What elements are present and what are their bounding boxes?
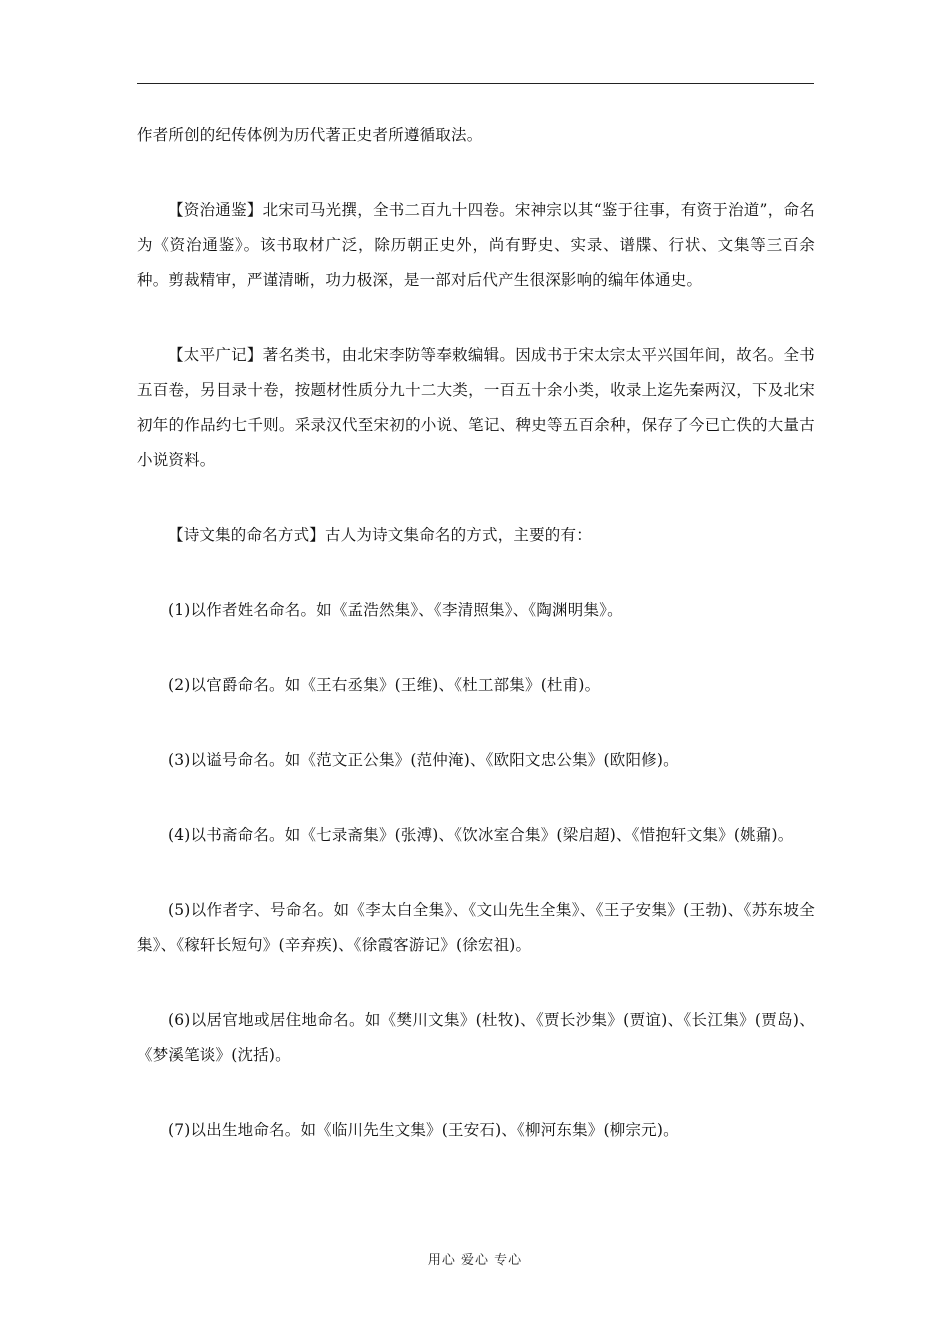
list-item-7: (7)以出生地命名。如《临川先生文集》(王安石)、《柳河东集》(柳宗元)。 (168, 1121, 679, 1139)
list-item-4: (4)以书斋命名。如《七录斋集》(张溥)、《饮冰室合集》(梁启超)、《惜抱轩文集》(姚鼐)。 (168, 826, 794, 844)
header-rule (137, 83, 814, 84)
list-item-2: (2)以官爵命名。如《王右丞集》(王维)、《杜工部集》(杜甫)。 (168, 676, 601, 694)
paragraph-naming-methods: 【诗文集的命名方式】古人为诗文集命名的方式，主要的有： (168, 526, 592, 544)
list-item-5: (5)以作者字、号命名。如《李太白全集》、《文山先生全集》、《王子安集》(王勃)、《苏东坡全集》、《稼轩长短句》(辛弃疾)、《徐霞客游记》(徐宏祖)。 (137, 901, 815, 954)
list-item-3: (3)以谥号命名。如《范文正公集》(范仲淹)、《欧阳文忠公集》(欧阳修)。 (168, 751, 679, 769)
document-body (137, 118, 815, 1148)
list-item-1: (1)以作者姓名命名。如《孟浩然集》、《李清照集》、《陶渊明集》。 (168, 601, 623, 619)
paragraph-zizhi-tongjian: 【资治通鉴】北宋司马光撰，全书二百九十四卷。宋神宗以其“鉴于往事，有资于治道”，命名为《资治通鉴》。该书取材广泛，除历朝正史外，尚有野史、实录、谱牒、行状、文集等三百余种。剪裁精审，严谨清晰，功力极深，是一部对后代产生很深影响的编年体通史。 (137, 201, 815, 289)
paragraph-taiping-guangji: 【太平广记】著名类书，由北宋李防等奉敕编辑。因成书于宋太宗太平兴国年间，故名。全书五百卷，另目录十卷，按题材性质分九十二大类，一百五十余小类，收录上迄先秦两汉，下及北宋初年的作品约七千则。采录汉代至宋初的小说、笔记、稗史等五百余种，保存了今已亡佚的大量古小说资料。 (137, 346, 815, 469)
page-footer: 用心 爱心 专心 (427, 1253, 523, 1268)
paragraph-continuation: 作者所创的纪传体例为历代著正史者所遵循取法。 (137, 126, 483, 144)
list-item-6: (6)以居官地或居住地命名。如《樊川文集》(杜牧)、《贾长沙集》(贾谊)、《长江集》(贾岛)、《梦溪笔谈》(沈括)。 (137, 1011, 815, 1064)
